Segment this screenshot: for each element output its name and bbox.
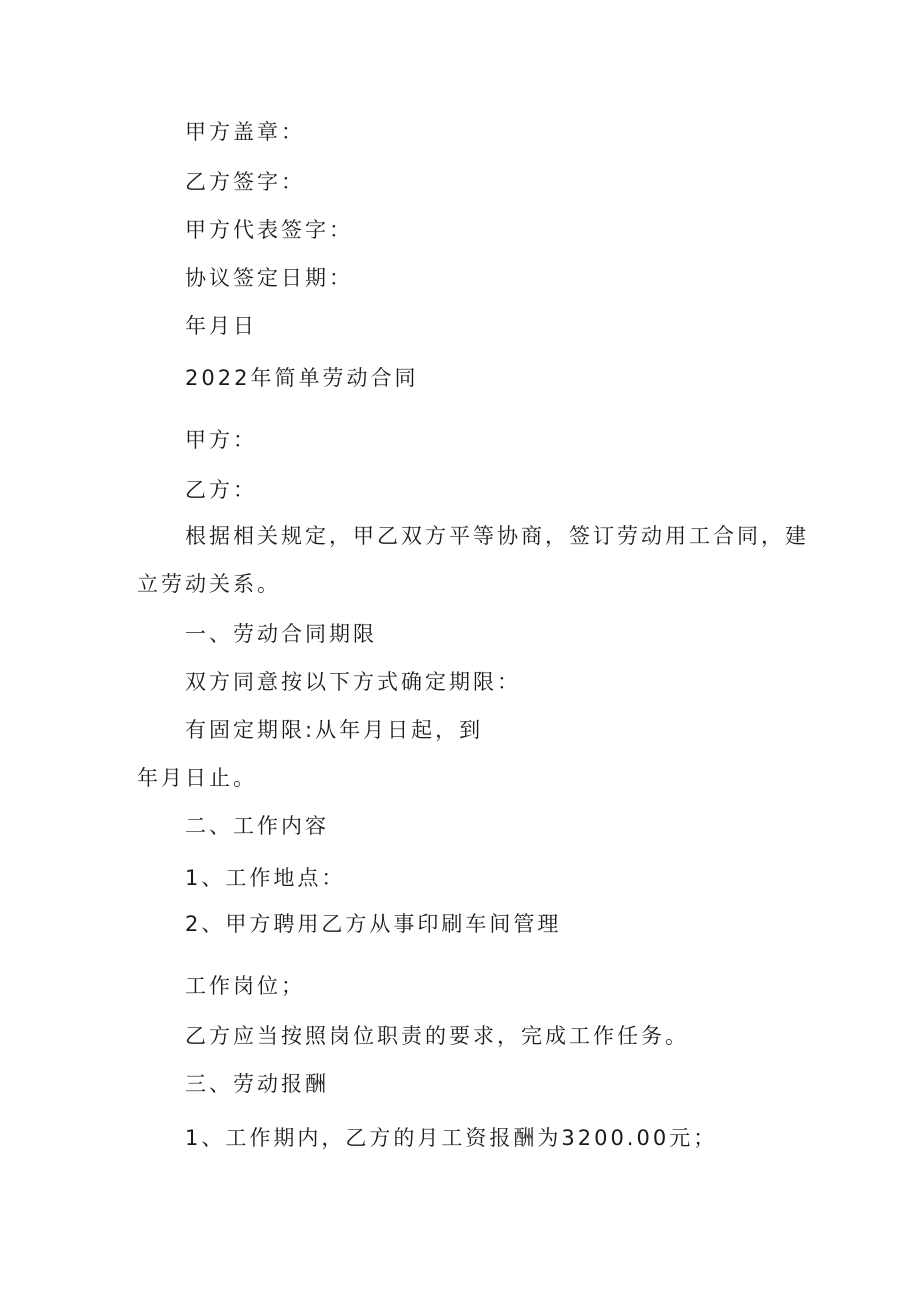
- party-a-seal-line: 甲方盖章：: [185, 120, 305, 144]
- work-location-line: 1、工作地点：: [185, 866, 346, 890]
- section-3-heading: 三、劳动报酬: [185, 1072, 329, 1096]
- term-agreement-line: 双方同意按以下方式确定期限：: [185, 670, 521, 694]
- contract-title: 2022年简单劳动合同: [185, 366, 419, 390]
- agreement-date-line: 协议签定日期：: [185, 266, 353, 290]
- fixed-term-line: 有固定期限:从年月日起，到: [185, 718, 484, 742]
- preamble-line-2: 立劳动关系。: [137, 572, 281, 596]
- party-a-representative-line: 甲方代表签字：: [185, 218, 353, 242]
- work-position-line: 工作岗位；: [185, 974, 305, 998]
- party-a-line: 甲方：: [185, 428, 257, 452]
- section-2-heading: 二、工作内容: [185, 814, 329, 838]
- duties-line: 乙方应当按照岗位职责的要求，完成工作任务。: [185, 1024, 689, 1048]
- party-b-signature-line: 乙方签字：: [185, 170, 305, 194]
- date-placeholder: 年月日: [185, 314, 257, 338]
- party-b-line: 乙方：: [185, 478, 257, 502]
- employment-role-line: 2、甲方聘用乙方从事印刷车间管理: [185, 912, 562, 936]
- section-1-heading: 一、劳动合同期限: [185, 622, 377, 646]
- fixed-term-end-line: 年月日止。: [137, 766, 257, 790]
- preamble-line-1: 根据相关规定，甲乙双方平等协商，签订劳动用工合同，建: [185, 524, 809, 548]
- salary-line: 1、工作期内，乙方的月工资报酬为3200.00元；: [185, 1126, 718, 1150]
